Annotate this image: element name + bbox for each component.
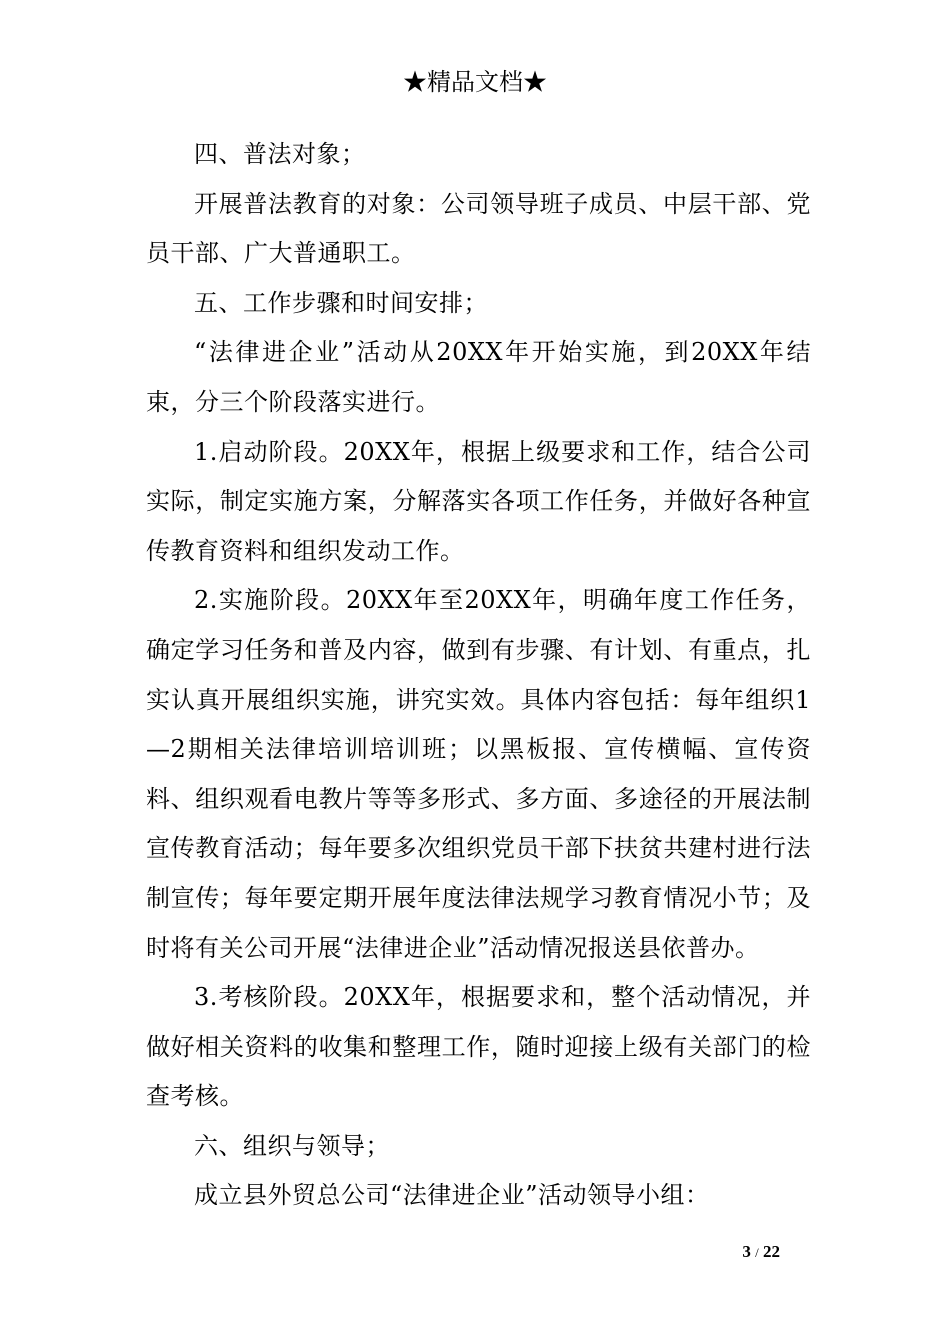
heading-section-4: 四、普法对象； [194,140,366,168]
paragraph-stage-1: 1.启动阶段。20XX年，根据上级要求和工作，结合公司实际，制定实施方案，分解落实各项工作任务，并做好各种宣传教育资料和组织发动工作。 [146,437,811,565]
document-body [146,130,811,1221]
heading-section-6: 六、组织与领导； [194,1131,390,1160]
paragraph-stage-3: 3.考核阶段。20XX年，根据要求和，整个活动情况，并做好相关资料的收集和整理工作，随时迎接上级有关部门的检查考核。 [146,983,811,1111]
paragraph-leadership-group: 成立县外贸总公司“法律进企业”活动领导小组： [194,1181,710,1210]
page-header-title: ★精品文档★ [403,68,547,96]
total-pages: 22 [763,1242,780,1261]
page-separator: / [755,1245,759,1260]
paragraph-timeline: “法律进企业”活动从20XX年开始实施，到20XX年结束，分三个阶段落实进行。 [146,338,811,416]
page-number [742,1240,780,1265]
paragraph-audience: 开展普法教育的对象：公司领导班子成员、中层干部、党员干部、广大普通职工。 [146,189,811,268]
heading-section-5: 五、工作步骤和时间安排； [194,288,488,317]
current-page: 3 [742,1242,751,1261]
paragraph-stage-2: 2.实施阶段。20XX年至20XX年，明确年度工作任务，确定学习任务和普及内容，做到有步骤、有计划、有重点，扎实认真开展组织实施，讲究实效。具体内容包括：每年组织1—2期相关法律培训培训班；以黑板报、宣传横幅、宣传资料、组织观看电教片等等多形式、多方面、多途径的开展法制宣传教育活动；每年要多次组织党员干部下扶贫共建村进行法制宣传；每年要定期开展年度法律法规学习教育情况小节；及时将有关公司开展“法律进企业”活动情况报送县依普办。 [146,586,811,962]
